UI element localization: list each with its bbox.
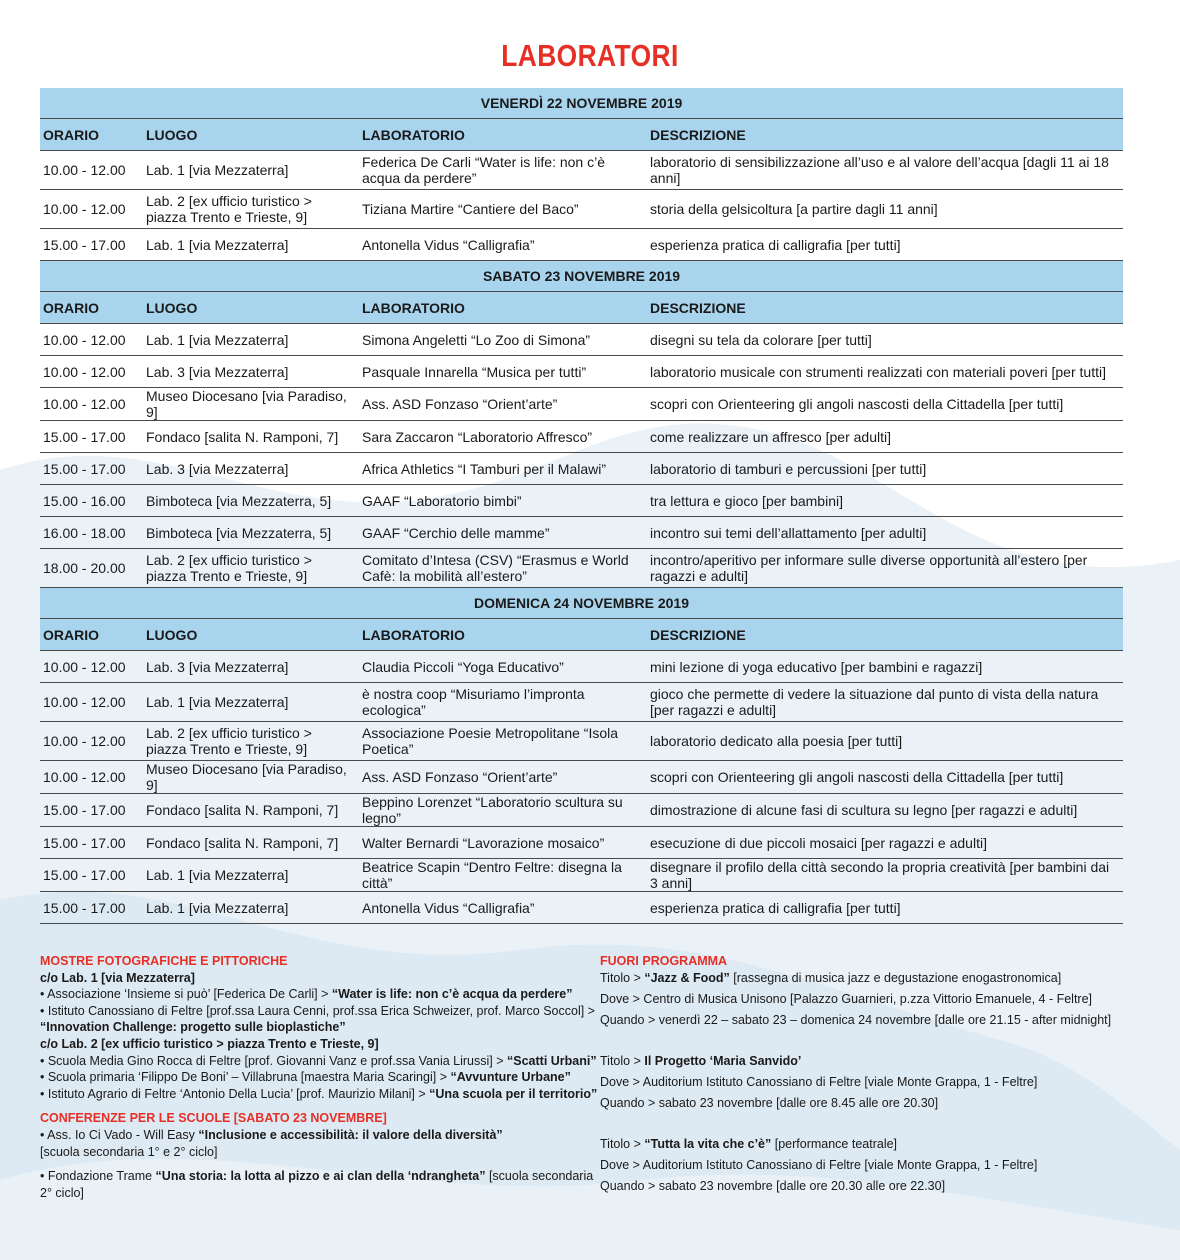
cell-luogo: Lab. 1 [via Mezzaterra] xyxy=(143,324,359,356)
cell-laboratorio: Comitato d’Intesa (CSV) “Erasmus e World Cafè: la mobilità all’estero” xyxy=(359,549,647,588)
list-item-text: • Scuola Media Gino Rocca di Feltre [prof. Giovanni Vanz e prof.ssa Vania Lirussi] > xyxy=(40,1053,507,1068)
event-title-name: “Tutta la vita che c’è” xyxy=(644,1136,772,1151)
cell-orario: 15.00 - 16.00 xyxy=(40,485,143,517)
cell-orario: 10.00 - 12.00 xyxy=(40,683,143,722)
cell-luogo: Bimboteca [via Mezzaterra, 5] xyxy=(143,517,359,549)
list-item-title: “Una scuola per il territorio” xyxy=(429,1086,598,1101)
cell-laboratorio: Tiziana Martire “Cantiere del Baco” xyxy=(359,190,647,229)
fuori-heading: FUORI PROGRAMMA xyxy=(600,954,728,968)
list-item-note: [scuola secondaria 2° ciclo] xyxy=(40,1169,594,1200)
cell-laboratorio: è nostra coop “Misuriamo l’impronta ecologica” xyxy=(359,683,647,722)
table-row xyxy=(40,151,1123,190)
event-title-name: Il Progetto ‘Maria Sanvido’ xyxy=(644,1053,802,1068)
table-row xyxy=(40,229,1123,261)
list-item xyxy=(40,1127,600,1144)
cell-descrizione: dimostrazione di alcune fasi di scultura su legno [per ragazzi e adulti] xyxy=(647,794,1123,827)
lab2-heading: c/o Lab. 2 [ex ufficio turistico > piazza Trento e Trieste, 9] xyxy=(40,1036,379,1051)
list-item-text: • Associazione ‘Insieme si può’ [Federica De Carli] > xyxy=(40,987,332,1002)
cell-laboratorio: Ass. ASD Fonzaso “Orient’arte” xyxy=(359,388,647,421)
list-item-text: • Fondazione Trame xyxy=(40,1169,156,1184)
table-row xyxy=(40,421,1123,453)
col-header-luogo: LUOGO xyxy=(143,292,359,324)
cell-luogo: Lab. 1 [via Mezzaterra] xyxy=(143,683,359,722)
list-item-title: “Avvunture Urbane” xyxy=(450,1070,571,1085)
cell-luogo: Lab. 1 [via Mezzaterra] xyxy=(143,229,359,261)
event-location: Dove > Auditorium Istituto Canossiano di Feltre [viale Monte Grappa, 1 - Feltre] xyxy=(600,1074,1038,1089)
col-header-luogo: LUOGO xyxy=(143,619,359,651)
col-header-laboratorio: LABORATORIO xyxy=(359,119,647,151)
cell-laboratorio: Simona Angeletti “Lo Zoo di Simona” xyxy=(359,324,647,356)
event-location: Dove > Centro di Musica Unisono [Palazzo Guarnieri, p.zza Vittorio Emanuele, 4 - Feltre] xyxy=(600,991,1093,1006)
cell-laboratorio: Associazione Poesie Metropolitane “Isola Poetica” xyxy=(359,722,647,761)
cell-orario: 15.00 - 17.00 xyxy=(40,892,143,924)
event-title xyxy=(600,1136,1160,1157)
list-item-note: [scuola secondaria 1° e 2° ciclo] xyxy=(40,1144,218,1159)
cell-luogo: Lab. 2 [ex ufficio turistico > piazza Trento e Trieste, 9] xyxy=(143,549,359,588)
event-time: Quando > sabato 23 novembre [dalle ore 20.30 alle ore 22.30] xyxy=(600,1178,946,1193)
cell-luogo: Lab. 1 [via Mezzaterra] xyxy=(143,151,359,190)
cell-orario: 15.00 - 17.00 xyxy=(40,859,143,892)
cell-descrizione: esecuzione di due piccoli mosaici [per ragazzi e adulti] xyxy=(647,827,1123,859)
table-row xyxy=(40,190,1123,229)
cell-laboratorio: Federica De Carli “Water is life: non c’è acqua da perdere” xyxy=(359,151,647,190)
cell-orario: 16.00 - 18.00 xyxy=(40,517,143,549)
fuori-programma-section xyxy=(600,953,1160,1199)
cell-luogo: Lab. 2 [ex ufficio turistico > piazza Trento e Trieste, 9] xyxy=(143,190,359,229)
cell-laboratorio: Antonella Vidus “Calligrafia” xyxy=(359,229,647,261)
cell-orario: 15.00 - 17.00 xyxy=(40,229,143,261)
day-header-saturday: SABATO 23 NOVEMBRE 2019 xyxy=(40,261,1123,292)
cell-luogo: Lab. 3 [via Mezzaterra] xyxy=(143,356,359,388)
event-title-label: Titolo > xyxy=(600,1053,645,1068)
col-header-descrizione: DESCRIZIONE xyxy=(647,292,1123,324)
list-item-text: • Ass. Io Ci Vado - Will Easy xyxy=(40,1127,199,1142)
cell-luogo: Lab. 3 [via Mezzaterra] xyxy=(143,453,359,485)
cell-orario: 10.00 - 12.00 xyxy=(40,151,143,190)
cell-luogo: Lab. 3 [via Mezzaterra] xyxy=(143,651,359,683)
cell-laboratorio: Claudia Piccoli “Yoga Educativo” xyxy=(359,651,647,683)
cell-laboratorio: Sara Zaccaron “Laboratorio Affresco” xyxy=(359,421,647,453)
cell-orario: 10.00 - 12.00 xyxy=(40,761,143,794)
list-item-title: “Una storia: la lotta al pizzo e ai clan della ‘ndrangheta” xyxy=(155,1169,486,1184)
cell-descrizione: incontro sui temi dell’allattamento [per adulti] xyxy=(647,517,1123,549)
cell-descrizione: laboratorio di tamburi e percussioni [per tutti] xyxy=(647,453,1123,485)
table-row xyxy=(40,827,1123,859)
table-row xyxy=(40,485,1123,517)
col-header-descrizione: DESCRIZIONE xyxy=(647,619,1123,651)
table-row xyxy=(40,453,1123,485)
mostre-section xyxy=(40,953,600,1201)
cell-laboratorio: GAAF “Cerchio delle mamme” xyxy=(359,517,647,549)
col-header-orario: ORARIO xyxy=(40,119,143,151)
cell-laboratorio: Beatrice Scapin “Dentro Feltre: disegna la città” xyxy=(359,859,647,892)
list-item-text: • Istituto Agrario di Feltre ‘Antonio Della Lucia’ [prof. Maurizio Milani] > xyxy=(40,1086,430,1101)
table-row xyxy=(40,651,1123,683)
col-header-descrizione: DESCRIZIONE xyxy=(647,119,1123,151)
cell-descrizione: storia della gelsicoltura [a partire dagli 11 anni] xyxy=(647,190,1123,229)
cell-descrizione: laboratorio musicale con strumenti realizzati con materiali poveri [per tutti] xyxy=(647,356,1123,388)
cell-orario: 15.00 - 17.00 xyxy=(40,794,143,827)
schedule-table xyxy=(40,88,1123,924)
cell-orario: 10.00 - 12.00 xyxy=(40,190,143,229)
cell-orario: 10.00 - 12.00 xyxy=(40,651,143,683)
event-title-note: [performance teatrale] xyxy=(771,1136,898,1151)
event-title xyxy=(600,1053,1160,1074)
cell-orario: 10.00 - 12.00 xyxy=(40,324,143,356)
event-title-label: Titolo > xyxy=(600,1136,645,1151)
col-header-luogo: LUOGO xyxy=(143,119,359,151)
cell-luogo: Lab. 2 [ex ufficio turistico > piazza Trento e Trieste, 9] xyxy=(143,722,359,761)
list-item-title: “Water is life: non c’è acqua da perdere” xyxy=(331,987,573,1002)
list-item-title: “Innovation Challenge: progetto sulle bioplastiche” xyxy=(40,1020,346,1035)
cell-laboratorio: GAAF “Laboratorio bimbi” xyxy=(359,485,647,517)
event-time: Quando > sabato 23 novembre [dalle ore 8.45 alle ore 20.30] xyxy=(600,1095,939,1110)
cell-descrizione: scopri con Orienteering gli angoli nascosti della Cittadella [per tutti] xyxy=(647,388,1123,421)
list-item-text: • Scuola primaria ‘Filippo De Boni’ – Villabruna [maestra Maria Scaringi] > xyxy=(40,1070,451,1085)
list-item xyxy=(40,986,600,1003)
list-item xyxy=(40,1053,600,1070)
event-title-label: Titolo > xyxy=(600,970,645,985)
cell-luogo: Lab. 1 [via Mezzaterra] xyxy=(143,892,359,924)
cell-orario: 10.00 - 12.00 xyxy=(40,722,143,761)
cell-luogo: Fondaco [salita N. Ramponi, 7] xyxy=(143,794,359,827)
cell-descrizione: laboratorio dedicato alla poesia [per tutti] xyxy=(647,722,1123,761)
table-row xyxy=(40,761,1123,794)
list-item-title: “Inclusione e accessibilità: il valore della diversità” xyxy=(198,1127,503,1142)
cell-luogo: Fondaco [salita N. Ramponi, 7] xyxy=(143,421,359,453)
col-header-laboratorio: LABORATORIO xyxy=(359,619,647,651)
list-item xyxy=(40,1086,600,1103)
cell-luogo: Museo Diocesano [via Paradiso, 9] xyxy=(143,388,359,421)
cell-descrizione: tra lettura e gioco [per bambini] xyxy=(647,485,1123,517)
cell-descrizione: come realizzare un affresco [per adulti] xyxy=(647,421,1123,453)
table-row xyxy=(40,324,1123,356)
cell-laboratorio: Pasquale Innarella “Musica per tutti” xyxy=(359,356,647,388)
table-row xyxy=(40,892,1123,924)
cell-descrizione: mini lezione di yoga educativo [per bambini e ragazzi] xyxy=(647,651,1123,683)
lab1-heading: c/o Lab. 1 [via Mezzaterra] xyxy=(40,970,195,985)
cell-laboratorio: Ass. ASD Fonzaso “Orient’arte” xyxy=(359,761,647,794)
list-item-title: “Scatti Urbani” xyxy=(507,1053,597,1068)
table-row xyxy=(40,683,1123,722)
day-header-sunday: DOMENICA 24 NOVEMBRE 2019 xyxy=(40,588,1123,619)
cell-laboratorio: Africa Athletics “I Tamburi per il Malawi” xyxy=(359,453,647,485)
table-row xyxy=(40,859,1123,892)
cell-orario: 15.00 - 17.00 xyxy=(40,827,143,859)
table-row xyxy=(40,549,1123,588)
table-row xyxy=(40,722,1123,761)
cell-laboratorio: Antonella Vidus “Calligrafia” xyxy=(359,892,647,924)
cell-descrizione: gioco che permette di vedere la situazione dal punto di vista della natura [per ragazzi e adulti] xyxy=(647,683,1123,722)
table-row xyxy=(40,356,1123,388)
col-header-orario: ORARIO xyxy=(40,292,143,324)
event-time: Quando > venerdì 22 – sabato 23 – domenica 24 novembre [dalle ore 21.15 - after midnight] xyxy=(600,1012,1112,1027)
cell-luogo: Museo Diocesano [via Paradiso, 9] xyxy=(143,761,359,794)
cell-luogo: Lab. 1 [via Mezzaterra] xyxy=(143,859,359,892)
cell-orario: 10.00 - 12.00 xyxy=(40,388,143,421)
day-header-friday: VENERDÌ 22 NOVEMBRE 2019 xyxy=(40,88,1123,119)
cell-luogo: Fondaco [salita N. Ramponi, 7] xyxy=(143,827,359,859)
list-item xyxy=(40,1069,600,1086)
col-header-laboratorio: LABORATORIO xyxy=(359,292,647,324)
cell-descrizione: esperienza pratica di calligrafia [per tutti] xyxy=(647,892,1123,924)
table-row xyxy=(40,517,1123,549)
cell-descrizione: esperienza pratica di calligrafia [per tutti] xyxy=(647,229,1123,261)
cell-orario: 18.00 - 20.00 xyxy=(40,549,143,588)
conferenze-heading: CONFERENZE PER LE SCUOLE [SABATO 23 NOVEMBRE] xyxy=(40,1111,387,1126)
cell-descrizione: disegni su tela da colorare [per tutti] xyxy=(647,324,1123,356)
cell-orario: 15.00 - 17.00 xyxy=(40,421,143,453)
event-title-name: “Jazz & Food” xyxy=(644,970,730,985)
cell-laboratorio: Walter Bernardi “Lavorazione mosaico” xyxy=(359,827,647,859)
event-location: Dove > Auditorium Istituto Canossiano di Feltre [viale Monte Grappa, 1 - Feltre] xyxy=(600,1157,1038,1172)
mostre-heading: MOSTRE FOTOGRAFICHE E PITTORICHE xyxy=(40,954,288,968)
cell-descrizione: scopri con Orienteering gli angoli nascosti della Cittadella [per tutti] xyxy=(647,761,1123,794)
list-item-text: • Istituto Canossiano di Feltre [prof.ssa Laura Cenni, prof.ssa Erica Schweizer, prof. Marco Soccol] > xyxy=(40,1003,595,1018)
event-title xyxy=(600,970,1160,991)
col-header-orario: ORARIO xyxy=(40,619,143,651)
table-row xyxy=(40,794,1123,827)
page-title: LABORATORI xyxy=(501,38,679,73)
cell-descrizione: laboratorio di sensibilizzazione all’uso e al valore dell’acqua [dagli 11 ai 18 anni] xyxy=(647,151,1123,190)
cell-descrizione: disegnare il profilo della città secondo la propria creatività [per bambini dai 3 anni] xyxy=(647,859,1123,892)
table-row xyxy=(40,388,1123,421)
event-title-note: [rassegna di musica jazz e degustazione enogastronomica] xyxy=(729,970,1062,985)
cell-laboratorio: Beppino Lorenzet “Laboratorio scultura su legno” xyxy=(359,794,647,827)
list-item xyxy=(40,1003,600,1020)
list-item xyxy=(40,1168,600,1201)
cell-luogo: Bimboteca [via Mezzaterra, 5] xyxy=(143,485,359,517)
cell-orario: 10.00 - 12.00 xyxy=(40,356,143,388)
cell-descrizione: incontro/aperitivo per informare sulle diverse opportunità all’estero [per ragazzi e adulti] xyxy=(647,549,1123,588)
cell-orario: 15.00 - 17.00 xyxy=(40,453,143,485)
